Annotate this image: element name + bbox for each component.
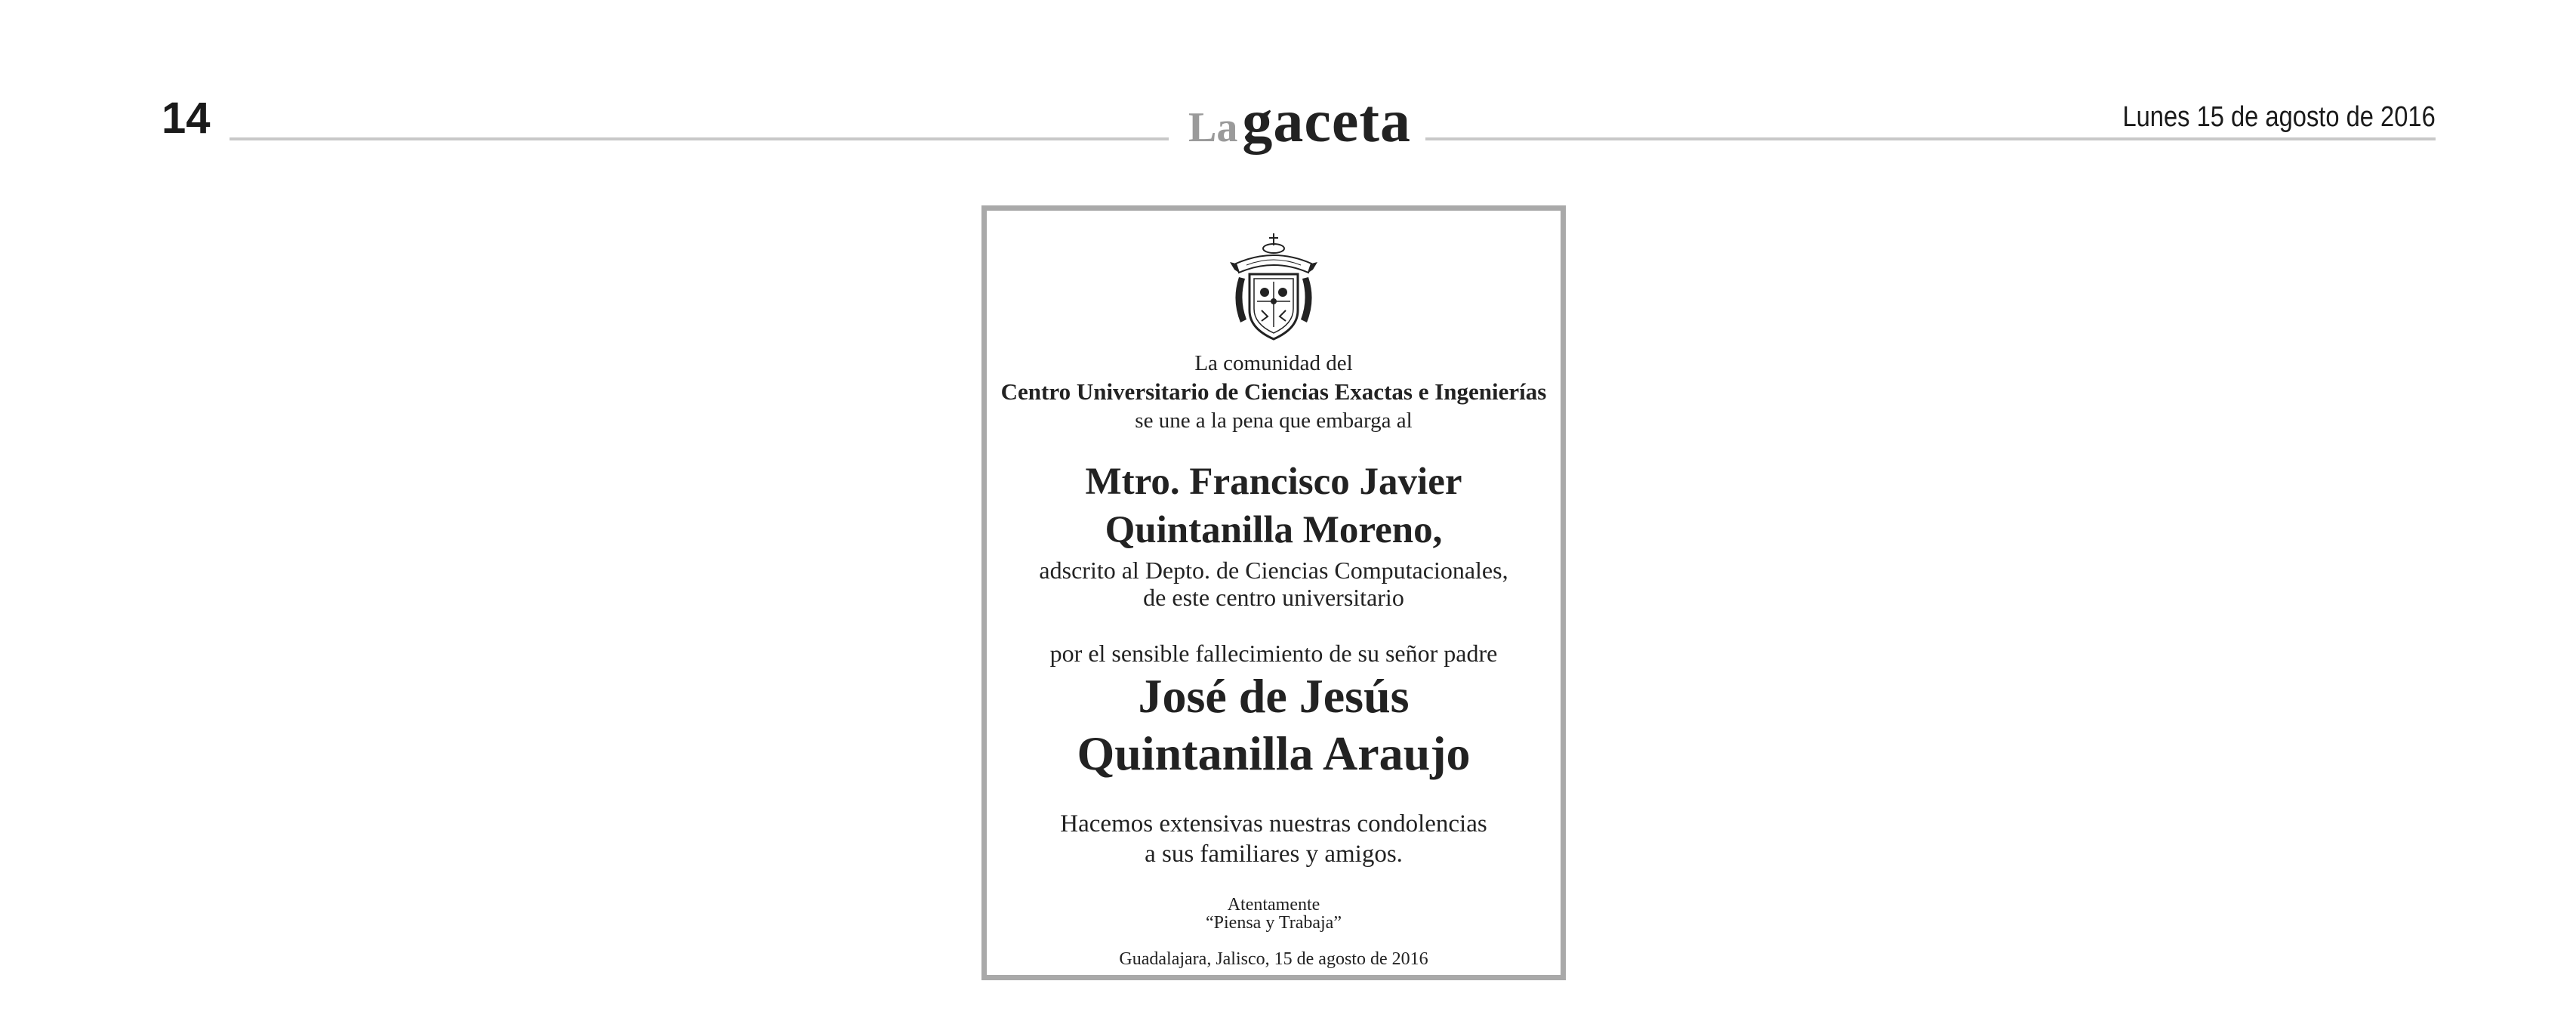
honoree-name-line-1: Mtro. Francisco Javier bbox=[1085, 461, 1462, 503]
reason-line: por el sensible fallecimiento de su señor padre bbox=[1049, 640, 1498, 667]
university-coat-of-arms-icon bbox=[1228, 232, 1319, 345]
department-line-2: de este centro universitario bbox=[1143, 584, 1404, 611]
deceased-name-line-2: Quintanilla Araujo bbox=[1077, 726, 1471, 780]
masthead-logo bbox=[1188, 88, 1415, 157]
department-line-1: adscrito al Depto. de Ciencias Computacionales, bbox=[1039, 557, 1508, 584]
intro-line-1: La comunidad del bbox=[1194, 351, 1353, 375]
header-rule-left bbox=[230, 137, 1169, 140]
condolence-notice bbox=[981, 205, 1566, 980]
place-and-date: Guadalajara, Jalisco, 15 de agosto de 2016 bbox=[1119, 949, 1428, 969]
deceased-name-line-1: José de Jesús bbox=[1138, 669, 1410, 723]
intro-line-3: se une a la pena que embarga al bbox=[1135, 409, 1413, 433]
closing-line-1: Atentamente bbox=[1227, 895, 1320, 915]
masthead-name: gaceta bbox=[1242, 88, 1412, 155]
header-rule-right bbox=[1425, 137, 2436, 140]
honoree-name-line-2: Quintanilla Moreno, bbox=[1105, 509, 1443, 551]
motto: “Piensa y Trabaja” bbox=[1206, 913, 1342, 933]
masthead-prefix: La bbox=[1188, 104, 1238, 151]
page-number: 14 bbox=[162, 94, 211, 143]
institution-name: Centro Universitario de Ciencias Exactas e Ingenierías bbox=[1000, 378, 1547, 405]
condolence-line-1: Hacemos extensivas nuestras condolencias bbox=[1060, 810, 1487, 838]
issue-date: Lunes 15 de agosto de 2016 bbox=[2122, 101, 2436, 133]
condolence-line-2: a sus familiares y amigos. bbox=[1145, 841, 1403, 868]
